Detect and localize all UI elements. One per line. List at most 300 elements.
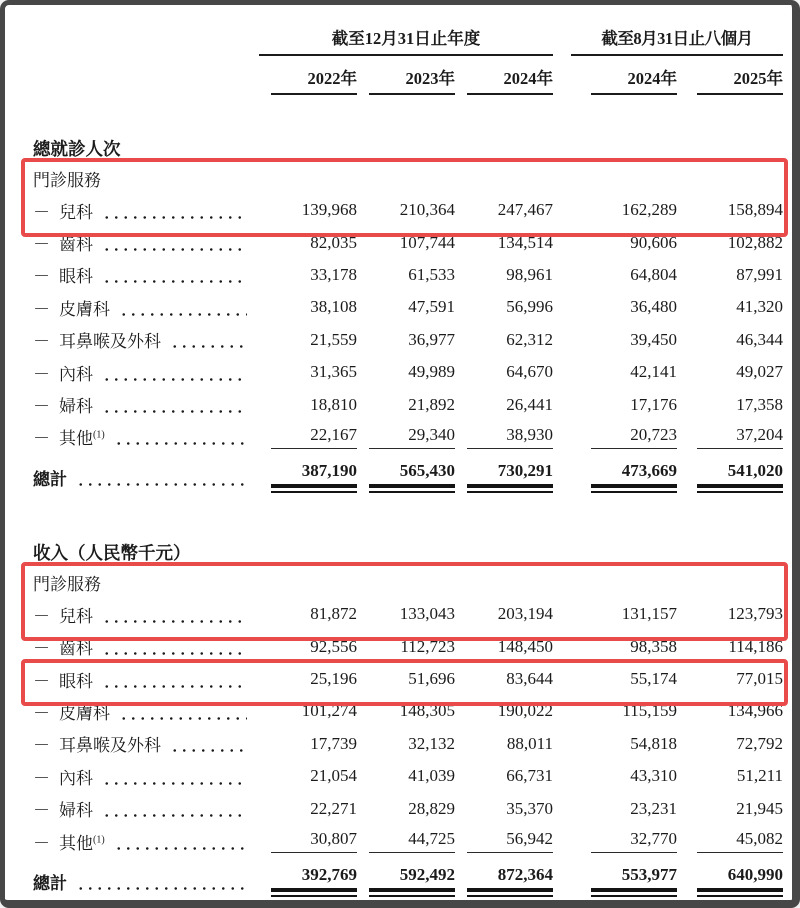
value-cell: [357, 395, 455, 415]
value-cell: [259, 395, 357, 415]
column-group-header-eight-months: 截至8月31日止八個月: [571, 25, 783, 56]
value-cell: [571, 395, 677, 415]
dot-leader: [170, 345, 247, 348]
value-cell: [357, 766, 455, 786]
year-header-2022: 2022年: [271, 65, 357, 95]
table-row: [33, 194, 783, 226]
table-row: [33, 631, 783, 663]
value: 158,894: [727, 200, 783, 220]
dot-leader: [170, 749, 247, 752]
value: 20,723: [591, 425, 677, 449]
value: 51,696: [408, 669, 455, 689]
row-label: 皮膚科: [59, 299, 110, 319]
footnote-marker: (1): [93, 429, 105, 441]
value-cell: [357, 330, 455, 350]
value: 203,194: [497, 604, 553, 624]
table-row: [33, 291, 783, 323]
total-row: [33, 455, 783, 499]
value-cell: [259, 766, 357, 786]
double-rule: [591, 484, 677, 493]
value: 90,606: [630, 232, 677, 252]
value: 17,739: [310, 733, 357, 753]
value-cell: [677, 669, 783, 689]
column-group-header-annual: 截至12月31日止年度: [259, 25, 553, 56]
value-cell: [571, 799, 677, 819]
dot-leader: [102, 814, 247, 817]
year-header-cell: [455, 65, 553, 95]
year-header-2025-interim: 2025年: [697, 65, 783, 95]
value-cell: [357, 425, 455, 449]
value-cell: [455, 330, 553, 350]
value-cell: [455, 233, 553, 253]
value: 18,810: [310, 394, 357, 414]
value: 162,289: [621, 200, 677, 220]
row-label-cell: [33, 731, 259, 756]
row-label-cell: [33, 796, 259, 821]
table-row: [33, 792, 783, 824]
table-row: [33, 728, 783, 760]
value: 92,556: [310, 636, 357, 656]
table-section-1: [33, 540, 783, 903]
value-cell: [357, 701, 455, 721]
dot-leader: [102, 410, 247, 413]
value-cell: [455, 669, 553, 689]
total-value: 565,430: [399, 461, 455, 481]
row-label: 齒科: [59, 639, 93, 659]
value-cell: [571, 734, 677, 754]
value: 114,186: [728, 636, 783, 656]
value-cell: [677, 297, 783, 317]
year-header-2024-interim: 2024年: [591, 65, 677, 95]
value: 32,132: [408, 733, 455, 753]
row-dash: －: [33, 801, 50, 821]
row-label: 其他$^{(1)}$: [59, 833, 105, 853]
total-value-cell: [571, 461, 677, 493]
value-cell: [259, 637, 357, 657]
value: 22,167: [271, 425, 357, 449]
row-label-cell: [33, 198, 259, 223]
value: 115,159: [622, 701, 677, 721]
row-dash: －: [33, 671, 50, 691]
row-label-cell: [33, 424, 259, 449]
total-value: 592,492: [399, 865, 455, 885]
double-rule: [369, 888, 455, 897]
total-label: 總計: [33, 873, 67, 893]
row-dash: －: [33, 703, 50, 723]
value-cell: [259, 701, 357, 721]
row-label-cell: [33, 230, 259, 255]
value-cell: [357, 200, 455, 220]
value-cell: [455, 799, 553, 819]
value-cell: [259, 734, 357, 754]
value-cell: [259, 233, 357, 253]
row-label-cell: [33, 262, 259, 287]
year-header-2024: 2024年: [467, 65, 553, 95]
double-rule: [467, 484, 553, 493]
value-cell: [571, 604, 677, 624]
value-cell: [455, 734, 553, 754]
row-label-cell: [33, 327, 259, 352]
total-value-cell: [677, 865, 783, 897]
value-cell: [571, 297, 677, 317]
row-dash: －: [33, 768, 50, 788]
value-cell: [677, 734, 783, 754]
value: 21,892: [408, 394, 455, 414]
value: 45,082: [697, 829, 783, 853]
value: 49,989: [408, 362, 455, 382]
value: 29,340: [369, 425, 455, 449]
total-label-cell: [33, 869, 259, 894]
dot-leader: [119, 717, 247, 720]
value: 47,591: [408, 297, 455, 317]
year-header-cell: [259, 65, 357, 95]
value-cell: [455, 637, 553, 657]
value-cell: [259, 362, 357, 382]
row-dash: －: [33, 397, 50, 417]
value-cell: [357, 362, 455, 382]
row-label: 兒科: [59, 202, 93, 222]
row-label: 耳鼻喉及外科: [59, 332, 161, 352]
table-row: [33, 598, 783, 630]
year-header-cell: [571, 65, 677, 95]
value-cell: [571, 265, 677, 285]
value: 102,882: [727, 232, 783, 252]
value-cell: [677, 233, 783, 253]
table-row: [33, 825, 783, 857]
value: 44,725: [369, 829, 455, 853]
row-label: 兒科: [59, 606, 93, 626]
value: 148,305: [399, 701, 455, 721]
year-header-cell: [677, 65, 783, 95]
dot-leader: [102, 620, 247, 623]
value-cell: [259, 297, 357, 317]
value: 36,480: [630, 297, 677, 317]
value: 56,942: [467, 829, 553, 853]
value: 88,011: [506, 733, 553, 753]
dot-leader: [102, 248, 247, 251]
row-label: 眼科: [59, 267, 93, 287]
value: 43,310: [630, 766, 677, 786]
value: 21,559: [310, 329, 357, 349]
table-row: [33, 421, 783, 453]
value-cell: [357, 829, 455, 853]
row-dash: －: [33, 299, 50, 319]
row-label-cell: [33, 829, 259, 854]
value: 98,961: [506, 264, 553, 284]
value-cell: [259, 829, 357, 853]
row-label-cell: [33, 764, 259, 789]
value-cell: [259, 265, 357, 285]
value: 51,211: [736, 766, 783, 786]
value-cell: [455, 701, 553, 721]
table-row: [33, 695, 783, 727]
value: 148,450: [497, 636, 553, 656]
total-value-cell: [259, 865, 357, 897]
row-dash: －: [33, 332, 50, 352]
total-value-cell: [677, 461, 783, 493]
value-cell: [357, 637, 455, 657]
row-dash: －: [33, 235, 50, 255]
dot-leader: [76, 887, 247, 890]
value-cell: [455, 297, 553, 317]
value-cell: [357, 799, 455, 819]
table-row: [33, 388, 783, 420]
value-cell: [357, 604, 455, 624]
total-row: [33, 859, 783, 903]
value: 49,027: [736, 362, 783, 382]
total-value-cell: [571, 865, 677, 897]
row-label: 皮膚科: [59, 703, 110, 723]
dot-leader: [102, 378, 247, 381]
value-cell: [677, 637, 783, 657]
footnote-marker: (1): [93, 833, 105, 845]
table-row: [33, 356, 783, 388]
total-value: 872,364: [497, 865, 553, 885]
value-cell: [455, 395, 553, 415]
value: 38,108: [310, 297, 357, 317]
row-dash: －: [33, 429, 50, 449]
dot-leader: [114, 442, 247, 445]
double-rule: [697, 484, 783, 493]
table-row: [33, 760, 783, 792]
dot-leader: [102, 216, 247, 219]
value: 23,231: [630, 798, 677, 818]
value: 38,930: [467, 425, 553, 449]
row-label: 齒科: [59, 235, 93, 255]
value-cell: [455, 200, 553, 220]
value: 133,043: [399, 604, 455, 624]
dot-leader: [102, 782, 247, 785]
dot-leader: [114, 847, 247, 850]
value-cell: [677, 701, 783, 721]
row-dash: －: [33, 267, 50, 287]
row-dash: －: [33, 606, 50, 626]
value: 26,441: [506, 394, 553, 414]
value: 36,977: [408, 329, 455, 349]
double-rule: [697, 888, 783, 897]
row-label: 內科: [59, 768, 93, 788]
value: 134,514: [497, 232, 553, 252]
value: 77,015: [736, 669, 783, 689]
value-cell: [357, 669, 455, 689]
total-value-cell: [455, 865, 553, 897]
value-cell: [677, 799, 783, 819]
row-label-cell: [33, 634, 259, 659]
dot-leader: [102, 652, 247, 655]
value: 139,968: [301, 200, 357, 220]
value-cell: [677, 829, 783, 853]
row-dash: －: [33, 736, 50, 756]
value-cell: [455, 829, 553, 853]
total-value-cell: [357, 865, 455, 897]
row-dash: －: [33, 202, 50, 222]
value-cell: [455, 604, 553, 624]
value-cell: [455, 766, 553, 786]
double-rule: [591, 888, 677, 897]
value-cell: [677, 425, 783, 449]
value-cell: [259, 604, 357, 624]
year-header-2023: 2023年: [369, 65, 455, 95]
value-cell: [259, 200, 357, 220]
dot-leader: [102, 280, 247, 283]
column-group-header-row: [33, 25, 783, 56]
value-cell: [571, 233, 677, 253]
value: 54,818: [630, 733, 677, 753]
value: 35,370: [506, 798, 553, 818]
value-cell: [259, 799, 357, 819]
value: 134,966: [727, 701, 783, 721]
value: 21,054: [310, 766, 357, 786]
year-header-row: [33, 65, 783, 95]
section-title: 收入（人民幣千元）: [33, 543, 191, 564]
value: 72,792: [736, 733, 783, 753]
value: 247,467: [497, 200, 553, 220]
table-row: [33, 324, 783, 356]
value-cell: [571, 669, 677, 689]
value: 83,644: [506, 669, 553, 689]
value-cell: [455, 425, 553, 449]
total-value: 387,190: [301, 461, 357, 481]
value: 32,770: [591, 829, 677, 853]
value-cell: [571, 330, 677, 350]
total-value: 392,769: [301, 865, 357, 885]
financial-table: [5, 5, 783, 903]
total-value-cell: [357, 461, 455, 493]
total-label-cell: [33, 465, 259, 490]
value: 41,320: [736, 297, 783, 317]
value: 25,196: [310, 669, 357, 689]
row-label: 其他$^{(1)}$: [59, 429, 105, 449]
value-cell: [677, 265, 783, 285]
section-title: 總就診人次: [33, 139, 121, 159]
value: 82,035: [310, 232, 357, 252]
row-label: 眼科: [59, 671, 93, 691]
total-value-cell: [455, 461, 553, 493]
value: 30,807: [271, 829, 357, 853]
value: 37,204: [697, 425, 783, 449]
value: 210,364: [399, 200, 455, 220]
row-label-cell: [33, 392, 259, 417]
value-cell: [357, 734, 455, 754]
row-label: 內科: [59, 364, 93, 384]
value-cell: [571, 766, 677, 786]
value-cell: [571, 200, 677, 220]
value: 61,533: [408, 264, 455, 284]
value-cell: [357, 233, 455, 253]
total-value: 640,990: [727, 865, 783, 885]
value: 55,174: [630, 669, 677, 689]
total-value: 473,669: [621, 461, 677, 481]
value: 112,723: [400, 636, 455, 656]
section-subtitle: 門診服務: [33, 575, 101, 595]
row-dash: －: [33, 639, 50, 659]
dot-leader: [102, 685, 247, 688]
year-header-cell: [357, 65, 455, 95]
double-rule: [369, 484, 455, 493]
value-cell: [571, 425, 677, 449]
table-section-0: [33, 136, 783, 499]
row-label: 婦科: [59, 397, 93, 417]
value: 17,358: [736, 394, 783, 414]
value-cell: [677, 362, 783, 382]
table-row: [33, 259, 783, 291]
value: 62,312: [506, 329, 553, 349]
value-cell: [677, 330, 783, 350]
value: 22,271: [310, 798, 357, 818]
value: 98,358: [630, 636, 677, 656]
value-cell: [455, 265, 553, 285]
value-cell: [571, 829, 677, 853]
value: 123,793: [727, 604, 783, 624]
row-dash: －: [33, 364, 50, 384]
value: 81,872: [310, 604, 357, 624]
total-value: 541,020: [727, 461, 783, 481]
value: 39,450: [630, 329, 677, 349]
total-label: 總計: [33, 469, 67, 489]
table-row: [33, 226, 783, 258]
value: 41,039: [408, 766, 455, 786]
total-value: 730,291: [497, 461, 553, 481]
double-rule: [467, 888, 553, 897]
dot-leader: [119, 313, 247, 316]
total-value-cell: [259, 461, 357, 493]
section-subtitle: 門診服務: [33, 171, 101, 190]
double-rule: [271, 888, 357, 897]
row-label-cell: [33, 295, 259, 320]
value: 17,176: [630, 394, 677, 414]
value: 64,670: [506, 362, 553, 382]
value: 56,996: [506, 297, 553, 317]
value: 42,141: [630, 362, 677, 382]
value: 33,178: [310, 264, 357, 284]
value: 31,365: [310, 362, 357, 382]
table-row: [33, 663, 783, 695]
value-cell: [357, 265, 455, 285]
total-value: 553,977: [621, 865, 677, 885]
value: 46,344: [736, 329, 783, 349]
double-rule: [271, 484, 357, 493]
value-cell: [455, 362, 553, 382]
row-label-cell: [33, 699, 259, 724]
value-cell: [357, 297, 455, 317]
row-label-cell: [33, 602, 259, 627]
value: 190,022: [497, 701, 553, 721]
value-cell: [677, 200, 783, 220]
row-dash: －: [33, 833, 50, 853]
row-label-cell: [33, 360, 259, 385]
value: 21,945: [736, 798, 783, 818]
value: 131,157: [621, 604, 677, 624]
value: 87,991: [736, 264, 783, 284]
value: 101,274: [301, 701, 357, 721]
value-cell: [677, 766, 783, 786]
value-cell: [571, 701, 677, 721]
value: 66,731: [506, 766, 553, 786]
value: 107,744: [399, 232, 455, 252]
value: 28,829: [408, 798, 455, 818]
value-cell: [571, 362, 677, 382]
value-cell: [571, 637, 677, 657]
value-cell: [259, 330, 357, 350]
value-cell: [259, 425, 357, 449]
value: 64,804: [630, 264, 677, 284]
value-cell: [677, 395, 783, 415]
value-cell: [259, 669, 357, 689]
dot-leader: [76, 483, 247, 486]
row-label: 耳鼻喉及外科: [59, 736, 161, 756]
row-label-cell: [33, 667, 259, 692]
row-label: 婦科: [59, 801, 93, 821]
